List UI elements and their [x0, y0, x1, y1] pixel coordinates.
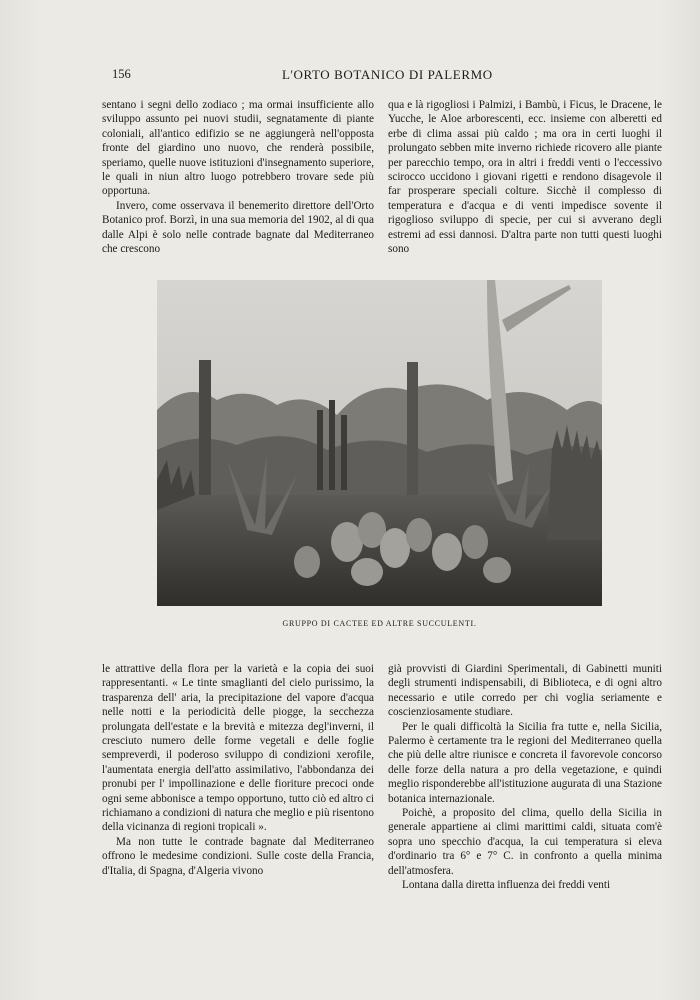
figure-caption: GRUPPO DI CACTEE ED ALTRE SUCCULENTI. — [282, 619, 477, 628]
photo-illustration — [157, 280, 602, 606]
text-column-bottom-left — [102, 662, 374, 878]
paragraph: Invero, come osservava il benemerito direttore dell'Orto Botanico prof. Borzì, in una sua memoria del 1902, al di qua dalle Alpi è solo nelle contrade bagnate dal Mediterraneo che crescono — [102, 199, 374, 256]
paragraph: le attrattive della flora per la varietà e la copia dei suoi rappresentanti. « Le tinte smaglianti del cielo purissimo, la trasparenza dell' aria, la precipitazione del vapore d'acqua nelle notti e la periodicità delle piogge, la secchezza prolungata dell'estate e la brevità e mitezza degl'inverni, il cresciuto numero delle forme vegetali e delle foglie sempreverdi, il poderoso sviluppo di condizioni xerofile, l'aumentata energia dell'atto assimilativo, l'abbondanza dei pronubi per l' impollinazione e delle fioriture precoci onde ogni seme abbonisce a tempo opportuno, tutto ciò ed altro ci richiamano a condizioni di natura che meglio e più risentono della vicinanza di regioni tropicali ». — [102, 663, 374, 834]
page-header — [102, 67, 606, 87]
paragraph: Poichè, a proposito del clima, quello della Sicilia in generale appartiene ai climi marittimi caldi, situata com'è sopra uno specchio d'acqua, la cui temperatura si eleva d'ordinario tra 6° e 7° C. in confronto a quella minima dell'atmosfera. — [388, 807, 662, 877]
paragraph: sentano i segni dello zodiaco ; ma ormai insufficiente allo sviluppo assunto pei nuovi studii, segnatamente di piante coloniali, all'antico edifizio se ne aggiungerà nell'opposta fronte del giardino uno nuovo, che renderà possibile, speriamo, quelle nuove istituzioni d'insegnamento superiore, le quali in niun altro luogo potrebbero trovare sede più opportuna. — [102, 99, 374, 198]
text-column-top-left — [102, 98, 374, 256]
paragraph: qua e là rigogliosi i Palmizi, i Bambù, i Ficus, le Dracene, le Yucche, le Aloe arborescenti, ecc. insieme con alberetti ed erbe di clima assai più caldo ; ma ora in certi luoghi il prolungato sebben mite inverno richiede ricovero alle piante per parecchio tempo, ora in altri i freddi venti o l'eccessivo scirocco uccidono i giovani rigetti e rendono disagevole il far prosperare speciali colture. Sicchè il complesso di temperatura e d'acqua e di venti impedisce sovente il rigoglioso sviluppo di specie, per cui si avverano degli estremi ad essi dannosi. D'altra parte non tutti questi luoghi sono — [388, 99, 662, 256]
paragraph: Ma non tutte le contrade bagnate dal Mediterraneo offrono le medesime condizioni. Sulle coste della Francia, d'Italia, di Spagna, d'Algeria vivono — [102, 835, 374, 877]
text-column-bottom-right — [388, 662, 662, 893]
paragraph: già provvisti di Giardini Sperimentali, di Gabinetti muniti degli strumenti indispensabili, di Biblioteca, e di ogni altro necessario e utile corredo per chi voglia seriamente e coscienziosamente studiare. — [388, 663, 662, 719]
paragraph: Per le quali difficoltà la Sicilia fra tutte e, nella Sicilia, Palermo è certamente tra le regioni del Mediterraneo quella che più delle altre riunisce e concreta il favorevole concorso delle forze della natura a pro della vegetazione, e quindi meglio risponderebbe all'istituzione augurata di una Stazione botanica internazionale. — [388, 720, 662, 805]
cactus-garden-photo — [157, 280, 602, 606]
paragraph: Lontana dalla diretta influenza dei freddi venti — [402, 879, 611, 892]
text-column-top-right — [388, 98, 662, 256]
page-number: 156 — [112, 67, 131, 81]
running-title: L'ORTO BOTANICO DI PALERMO — [282, 67, 493, 82]
